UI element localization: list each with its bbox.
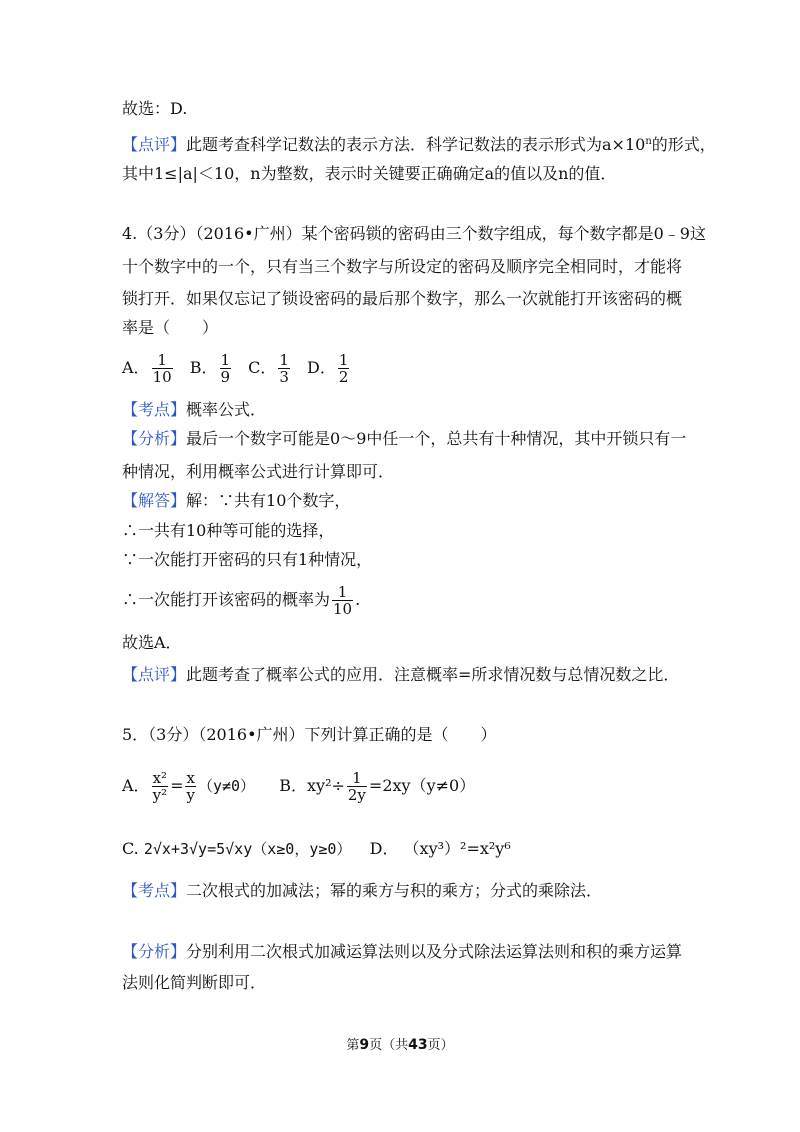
q4-answer: 故选A． [122, 633, 182, 652]
q4-fenxi-2: 种情况，利用概率公式进行计算即可． [122, 462, 395, 481]
q4-option-a: A． $\frac{1}{10}$ [122, 351, 172, 386]
q5-fenxi-1: 【分析】分别利用二次根式加减运算法则以及分式除法运算法则和积的乘方运算 [122, 942, 683, 961]
page-total: 43 [408, 1037, 428, 1053]
page-footer: 第9页（共43页） [346, 1037, 454, 1053]
q4-stem-4: 率是（ ） [122, 318, 219, 337]
q5-options-cd: C. 2√x+3√y=5√xy（x≥0，y≥0） D． （xy³）²=x²y⁶ [122, 839, 511, 858]
prev-answer: 故选：D. [122, 99, 188, 118]
prev-comment-line-1 [122, 131, 716, 156]
q4-jieda-3: ∵一次能打开密码的只有1种情况， [122, 550, 373, 569]
prev-comment-line-2: 其中1≤|a|＜10，n为整数，表示时关键要正确确定a的值以及n的值． [122, 164, 617, 183]
q4-jieda-4: ∴一次能打开该密码的概率为 $\frac{1}{10}$ . [122, 583, 361, 618]
q4-option-b: B． $\frac{1}{9}$ [189, 351, 231, 386]
q5-kaodian: 【考点】二次根式的加减法；幂的乘方与积的乘方；分式的乘除法． [122, 881, 603, 900]
q4-kaodian: 【考点】概率公式． [122, 400, 267, 419]
comment-tag: 【点评】 [122, 135, 187, 154]
comment-text-end: 的形式， [651, 135, 716, 154]
q4-stem-3: 锁打开．如果仅忘记了锁设密码的最后那个数字，那么一次就能打开该密码的概 [122, 289, 683, 308]
comment-sup: n [645, 136, 652, 147]
comment-text: 此题考查科学记数法的表示方法．科学记数法的表示形式为a×10 [186, 135, 646, 154]
q4-stem-1: 4.（3分）（2016•广州）某个密码锁的密码由三个数字组成，每个数字都是0﹣9这 [122, 224, 706, 243]
q4-dianping: 【点评】此题考查了概率公式的应用．注意概率=所求情况数与总情况数之比． [122, 665, 680, 684]
q5-options-ab: A． $\frac{\text{x²}}{\text{y²}}$ = $\frac{x}{y}$ （y≠0） B．xy²÷ $\frac{1}{2y}$ =2xy（y≠0） [122, 769, 476, 804]
q5-fenxi-2: 法则化简判断即可． [122, 973, 267, 992]
q4-option-d: D． $\frac{1}{2}$ [307, 351, 349, 386]
q4-jieda-2: ∴一共有10种等可能的选择， [122, 521, 335, 540]
page-number: 9 [359, 1037, 370, 1053]
q5-stem: 5．（3分）（2016•广州）下列计算正确的是（ ） [122, 725, 497, 744]
q4-fenxi-1: 【分析】最后一个数字可能是0～9中任一个，总共有十种情况，其中开锁只有一 [122, 429, 687, 448]
q4-stem-2: 十个数字中的一个，只有当三个数字与所设定的密码及顺序完全相同时，才能将 [122, 257, 683, 276]
q4-options [122, 350, 361, 386]
q4-option-c: C． $\frac{1}{3}$ [248, 351, 289, 386]
q4-jieda-1: 【解答】解：∵共有10个数字， [122, 491, 351, 510]
